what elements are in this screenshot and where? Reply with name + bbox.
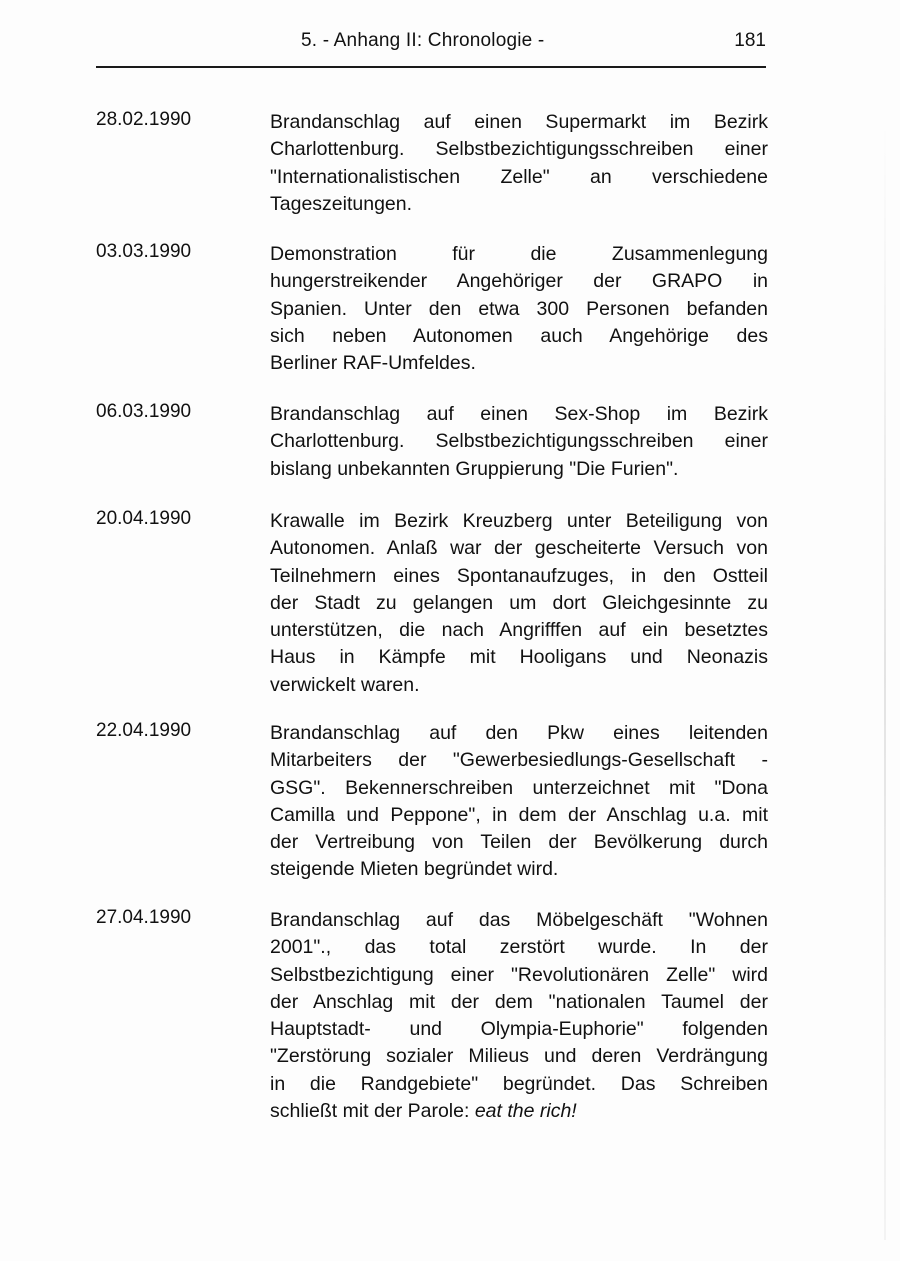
page-number: 181 bbox=[734, 30, 766, 51]
entry-date: 22.04.1990 bbox=[96, 720, 192, 741]
text-line: GSG". Bekennerschreiben unterzeichnet mit "Dona bbox=[270, 776, 768, 799]
text-line: Krawalle im Bezirk Kreuzberg unter Beteiligung von bbox=[270, 510, 768, 532]
entry-date: 27.04.1990 bbox=[96, 907, 192, 928]
page-edge-shadow bbox=[884, 120, 886, 1240]
text-line: Charlottenburg. Selbstbezichtigungsschreiben einer bbox=[270, 430, 768, 453]
text-line: Mitarbeiters der "Gewerbesiedlungs-Gesellschaft - bbox=[270, 749, 768, 772]
text-line: Tageszeitungen. bbox=[270, 192, 413, 215]
italic-slogan: eat the rich! bbox=[474, 1100, 577, 1123]
text-line: Spanien. Unter den etwa 300 Personen befanden bbox=[270, 297, 768, 320]
text-line: steigende Mieten begründet wird. bbox=[270, 858, 559, 881]
entry-text bbox=[270, 508, 768, 699]
header-rule bbox=[96, 66, 766, 68]
text-line: bislang unbekannten Gruppierung "Die Furien". bbox=[270, 457, 679, 480]
text-line: Charlottenburg. Selbstbezichtigungsschreiben einer bbox=[270, 138, 768, 161]
chapter-title: 5. - Anhang II: Chronologie - bbox=[301, 30, 545, 51]
text-line: der Stadt zu gelangen um dort Gleichgesinnte zu bbox=[270, 591, 768, 614]
text-line: Camilla und Peppone", in dem der Anschlag u.a. mit bbox=[270, 803, 768, 826]
text-line: sich neben Autonomen auch Angehörige des bbox=[270, 324, 768, 347]
text-line: der Vertreibung von Teilen der Bevölkerung durch bbox=[270, 831, 768, 854]
text-line: der Anschlag mit der dem "nationalen Taumel der bbox=[270, 990, 768, 1013]
text-line: Demonstration für die Zusammenlegung bbox=[270, 243, 768, 265]
text-line: verwickelt waren. bbox=[270, 673, 420, 696]
entry-date: 03.03.1990 bbox=[96, 241, 192, 262]
text-line: Haus in Kämpfe mit Hooligans und Neonazis bbox=[270, 646, 768, 669]
text-line: unterstützen, die nach Angrifffen auf ein besetztes bbox=[270, 619, 768, 642]
text-line: Brandanschlag auf den Pkw eines leitenden bbox=[270, 722, 768, 744]
entry-date: 28.02.1990 bbox=[96, 109, 192, 130]
entry-date: 06.03.1990 bbox=[96, 401, 192, 422]
entry-text bbox=[270, 720, 768, 884]
text-line: Selbstbezichtigung einer "Revolutionären Zelle" wird bbox=[270, 963, 768, 986]
text-line: 2001"., das total zerstört wurde. In der bbox=[270, 936, 768, 959]
entry-text bbox=[270, 241, 768, 377]
text-line: in die Randgebiete" begründet. Das Schreiben bbox=[270, 1072, 768, 1095]
entry-date: 20.04.1990 bbox=[96, 508, 192, 529]
text-line: Teilnehmern eines Spontanaufzuges, in den Ostteil bbox=[270, 564, 768, 587]
text-line: Brandanschlag auf einen Supermarkt im Bezirk bbox=[270, 111, 768, 133]
text-line: Hauptstadt- und Olympia-Euphorie" folgenden bbox=[270, 1018, 768, 1041]
entry-text bbox=[270, 109, 768, 218]
text-line: hungerstreikender Angehöriger der GRAPO in bbox=[270, 270, 768, 293]
text-line: Brandanschlag auf das Möbelgeschäft "Wohnen bbox=[270, 909, 768, 931]
final-line-text: schließt mit der Parole: bbox=[270, 1100, 475, 1123]
running-header bbox=[96, 30, 766, 60]
entry-text bbox=[270, 401, 768, 483]
text-line: "Zerstörung sozialer Milieus und deren Verdrängung bbox=[270, 1045, 768, 1068]
text-line: "Internationalistischen Zelle" an verschiedene bbox=[270, 165, 768, 188]
text-line: Berliner RAF-Umfeldes. bbox=[270, 352, 476, 375]
entry-text bbox=[270, 907, 768, 1125]
text-line: Brandanschlag auf einen Sex-Shop im Bezirk bbox=[270, 403, 768, 425]
text-line-final bbox=[270, 1098, 768, 1125]
text-line: Autonomen. Anlaß war der gescheiterte Versuch von bbox=[270, 537, 768, 560]
